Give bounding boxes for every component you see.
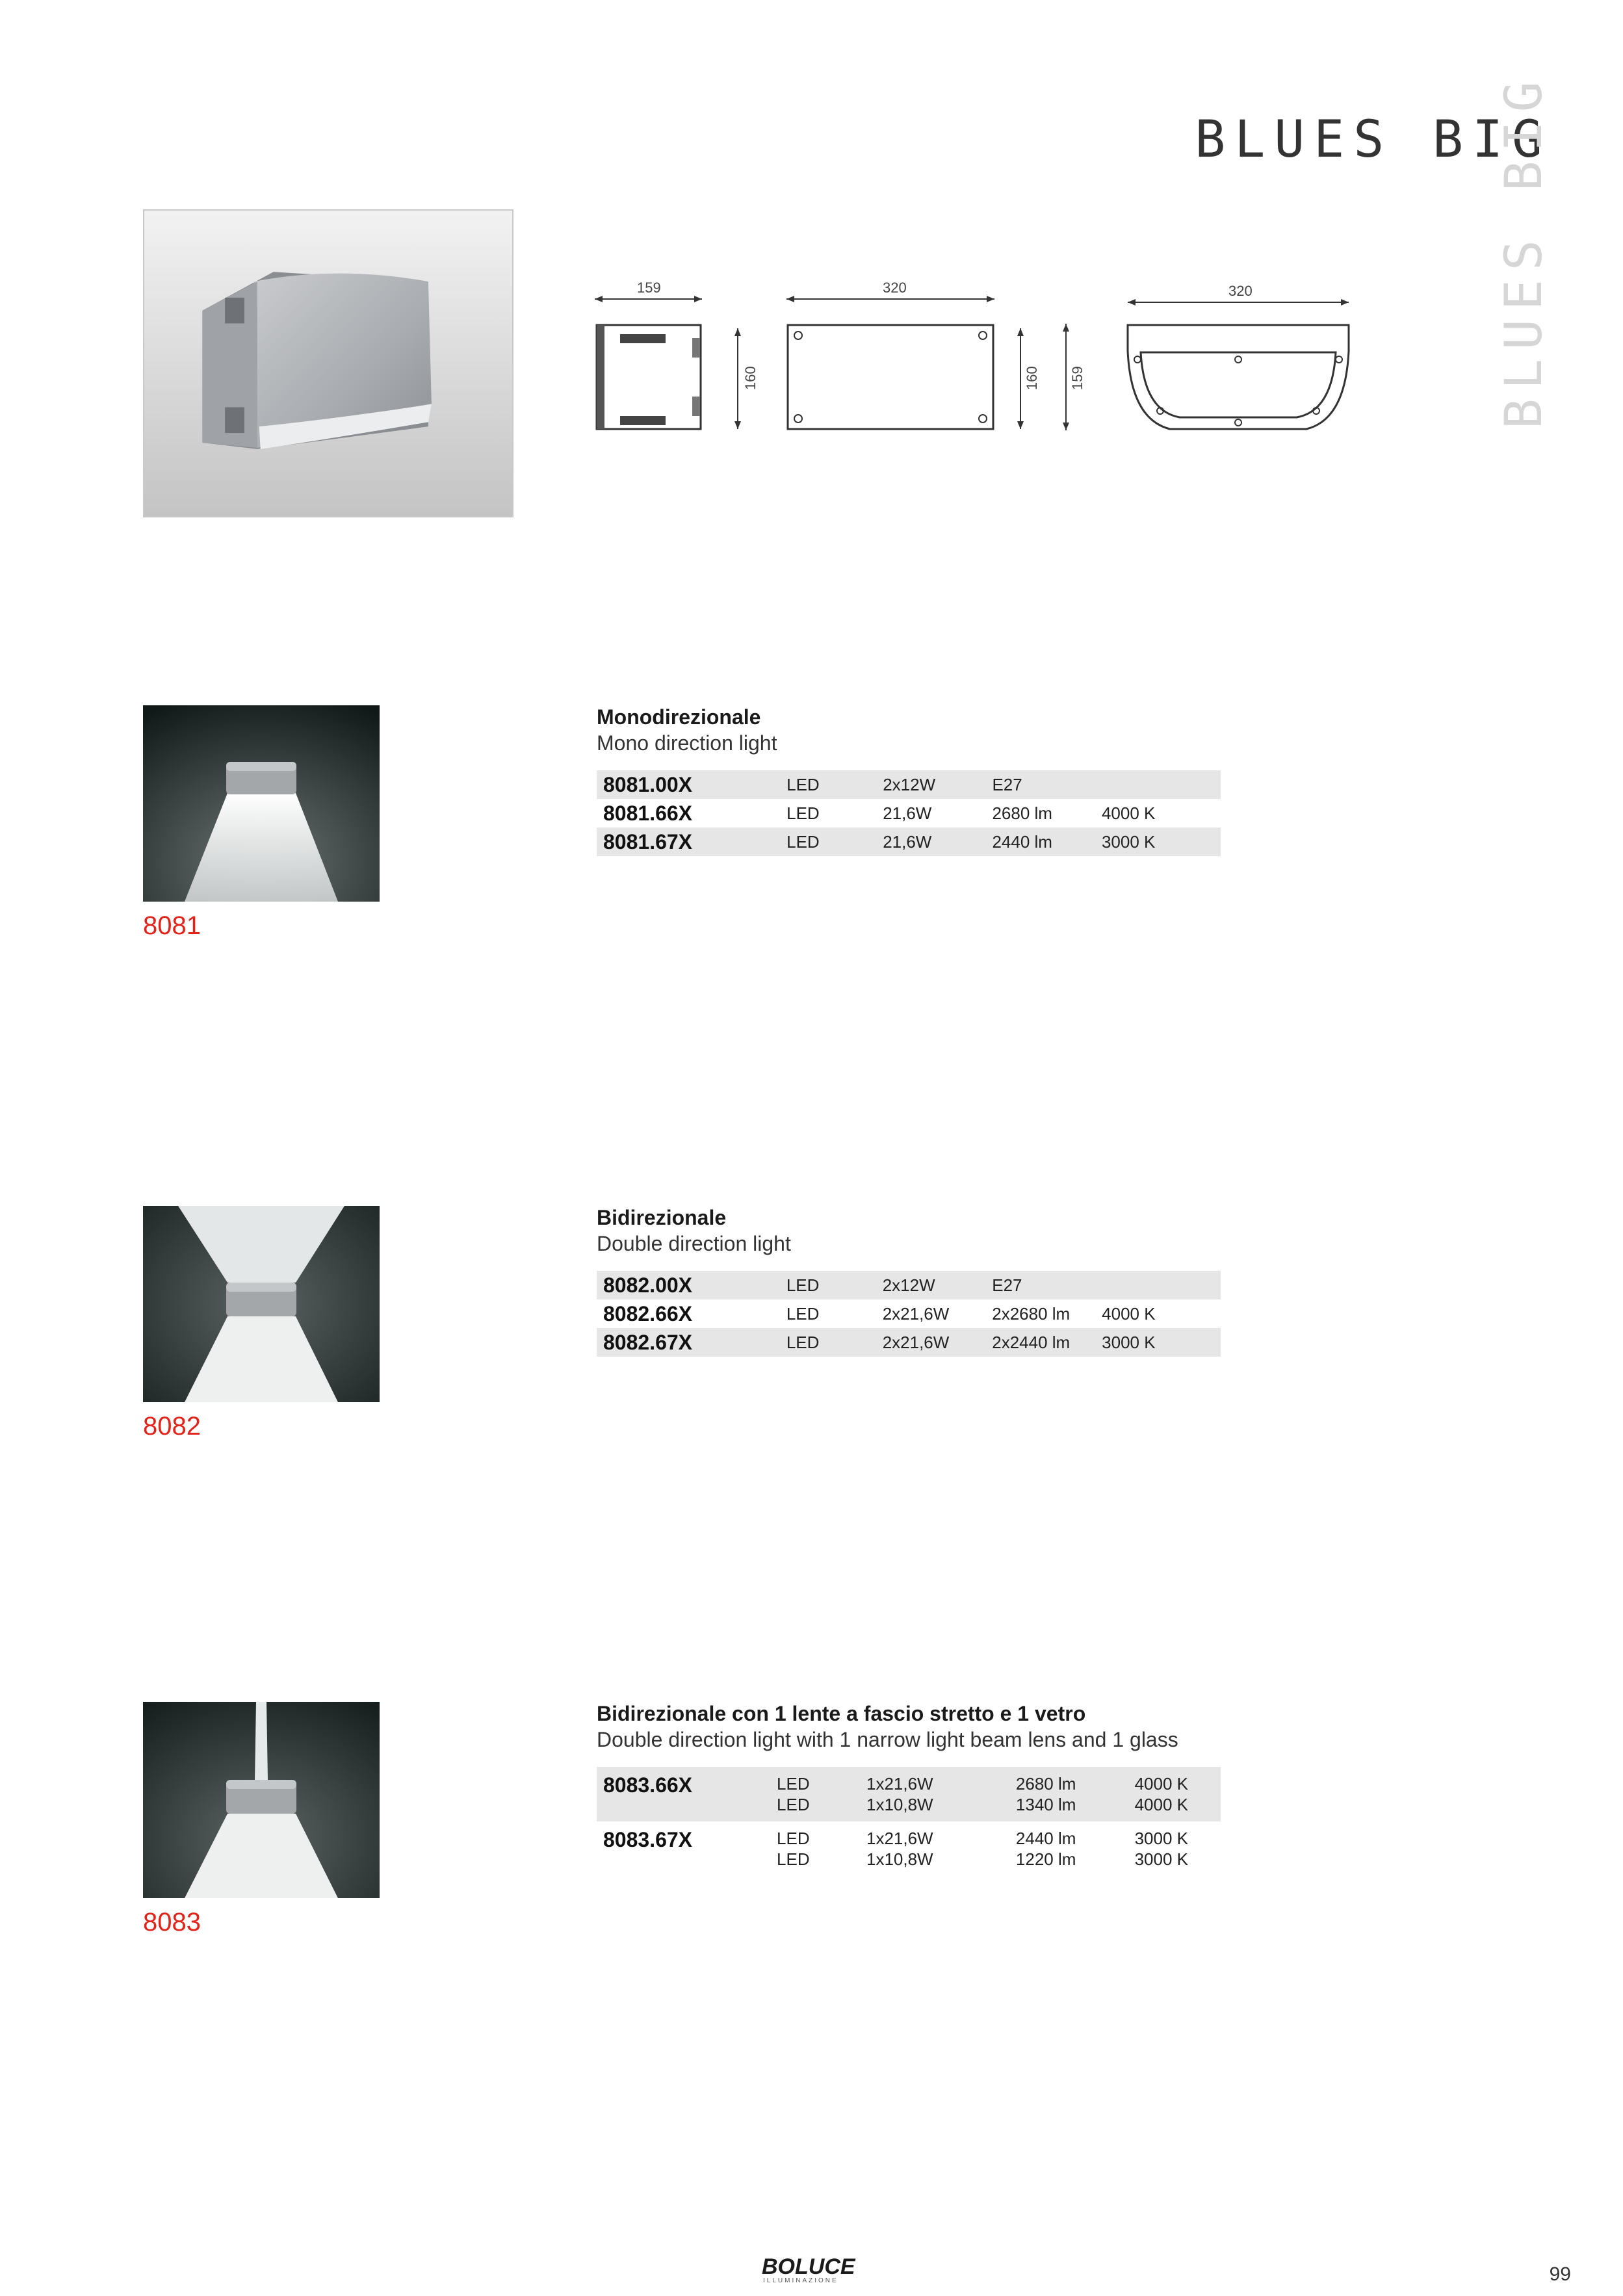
article-code: 8081.67X — [603, 829, 693, 854]
table-row — [597, 770, 1221, 799]
side-height-label: 160 — [742, 366, 759, 390]
brand-tagline: ILLUMINAZIONE — [763, 2277, 838, 2283]
power: 1x10,8W — [866, 1795, 933, 1814]
article-code: 8083.67X — [603, 1828, 693, 1851]
light-source: LED — [786, 831, 820, 852]
light-source: LED — [777, 1795, 810, 1814]
power: 2x12W — [883, 774, 936, 794]
light-source: LED — [777, 1849, 810, 1869]
luminous-flux: 2680 lm — [992, 803, 1052, 823]
section-subtitle: Mono direction light — [597, 731, 777, 755]
power: 2x21,6W — [882, 1303, 950, 1324]
product-8083-section — [597, 1701, 1221, 1876]
power: 1x21,6W — [866, 1774, 933, 1794]
article-code: 8081.66X — [603, 801, 693, 825]
table-row — [597, 1328, 1221, 1357]
table-row — [597, 1299, 1221, 1328]
luminous-flux: 2x2440 lm — [992, 1332, 1071, 1352]
color-temperature: 4000 K — [1134, 1774, 1188, 1794]
power: 1x10,8W — [866, 1849, 933, 1869]
color-temperature: 3000 K — [1134, 1829, 1188, 1848]
top-width-label: 320 — [1228, 283, 1253, 299]
luminous-flux: 2680 lm — [1015, 1774, 1076, 1794]
product-8081-code: 8081 — [143, 911, 201, 940]
article-code: 8081.00X — [603, 772, 693, 796]
table-row — [597, 799, 1221, 828]
product-8083-code: 8083 — [143, 1908, 201, 1937]
article-code: 8082.67X — [603, 1330, 693, 1354]
top-height-label: 159 — [1069, 366, 1085, 390]
color-temperature: 4000 K — [1134, 1795, 1188, 1814]
spec-table — [597, 770, 1221, 856]
section-subtitle: Double direction light — [597, 1232, 791, 1255]
product-8081-photo — [143, 705, 380, 902]
article-code: 8082.66X — [603, 1301, 693, 1325]
table-row — [597, 1821, 1221, 1876]
color-temperature: 3000 K — [1102, 1332, 1156, 1352]
spec-table — [597, 1271, 1221, 1357]
luminous-flux: 1220 lm — [1015, 1849, 1076, 1869]
product-8081-section — [597, 704, 1221, 856]
luminous-flux: E27 — [992, 1275, 1022, 1295]
luminous-flux: 2440 lm — [992, 831, 1052, 852]
light-source: LED — [777, 1829, 810, 1848]
power: 1x21,6W — [866, 1829, 933, 1848]
color-temperature: 4000 K — [1101, 803, 1156, 823]
light-source: LED — [786, 774, 820, 794]
power: 21,6W — [883, 831, 932, 852]
product-8082-code: 8082 — [143, 1412, 201, 1441]
side-width-label: 159 — [637, 280, 661, 296]
vertical-watermark-title: BLUES BIG — [1495, 72, 1553, 429]
front-height-label: 160 — [1024, 366, 1040, 390]
light-source: LED — [786, 1332, 820, 1352]
luminous-flux: 2440 lm — [1015, 1829, 1076, 1848]
product-8082-section — [597, 1205, 1221, 1357]
page-number: 99 — [1549, 2263, 1571, 2285]
color-temperature — [1102, 1271, 1221, 1299]
page-title: BLUES BIG — [1195, 111, 1552, 169]
luminous-flux: 1340 lm — [1015, 1795, 1076, 1814]
product-8083-photo — [143, 1702, 380, 1898]
color-temperature — [1102, 770, 1221, 799]
article-code: 8082.00X — [603, 1273, 693, 1297]
section-subtitle: Double direction light with 1 narrow light beam lens and 1 glass — [597, 1728, 1178, 1751]
brand-name: BOLUCE — [762, 2254, 855, 2279]
section-title: Monodirezionale — [597, 705, 761, 729]
luminous-flux: 2x2680 lm — [992, 1303, 1071, 1324]
color-temperature: 4000 K — [1102, 1303, 1156, 1324]
power: 2x12W — [882, 1275, 935, 1295]
light-source: LED — [786, 803, 820, 823]
spec-table — [597, 1767, 1221, 1876]
table-row — [597, 828, 1221, 856]
luminous-flux: E27 — [992, 774, 1022, 794]
power: 2x21,6W — [882, 1332, 950, 1352]
front-width-label: 320 — [883, 280, 907, 296]
product-8082-photo — [143, 1206, 380, 1402]
hero-product-photo — [143, 209, 513, 517]
light-source: LED — [786, 1275, 820, 1295]
section-title: Bidirezionale — [597, 1206, 727, 1229]
color-temperature: 3000 K — [1101, 831, 1156, 852]
table-row — [597, 1767, 1221, 1821]
light-source: LED — [777, 1774, 810, 1794]
technical-drawings — [572, 267, 1404, 455]
light-source: LED — [786, 1303, 820, 1324]
color-temperature: 3000 K — [1134, 1849, 1188, 1869]
brand-logo — [760, 2254, 884, 2283]
article-code: 8083.66X — [603, 1773, 693, 1797]
power: 21,6W — [883, 803, 932, 823]
table-row — [597, 1271, 1221, 1299]
section-title: Bidirezionale con 1 lente a fascio stretto e 1 vetro — [597, 1702, 1086, 1725]
